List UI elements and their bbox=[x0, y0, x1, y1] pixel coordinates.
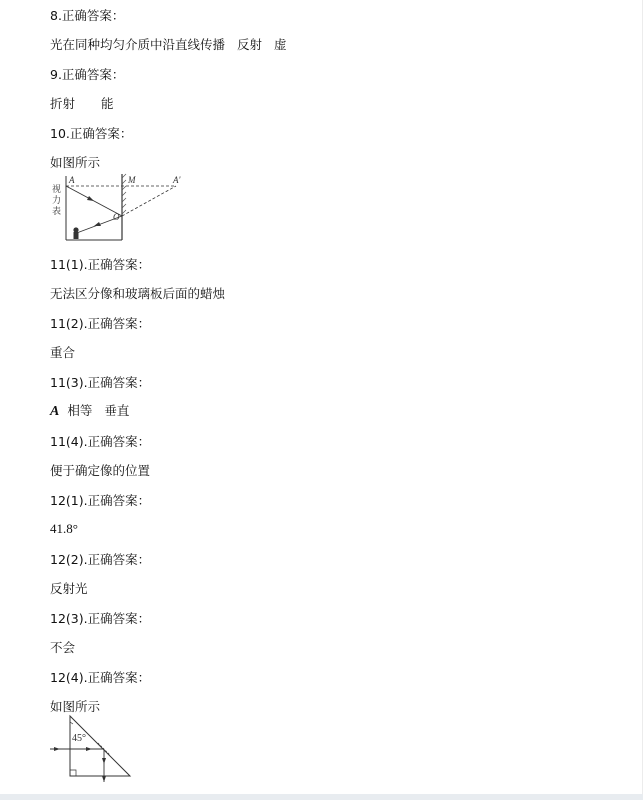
q11-3-answer-3: 垂直 bbox=[104, 403, 130, 418]
q12-4-label: 12(4).正确答案： bbox=[50, 670, 151, 685]
q8-label: 8.正确答案： bbox=[50, 8, 125, 23]
q11-2-label: 11(2).正确答案： bbox=[50, 316, 151, 331]
q8-answer-3: 虚 bbox=[274, 37, 287, 52]
q11-2-answer: 重合 bbox=[50, 345, 76, 360]
q9-answer-1: 折射 bbox=[50, 96, 76, 111]
q12-1-label: 12(1).正确答案： bbox=[50, 493, 151, 508]
q10-answer: 如图所示 bbox=[50, 155, 101, 170]
q9-label: 9.正确答案： bbox=[50, 67, 125, 82]
q12-1-answer: 41.8° bbox=[50, 521, 78, 536]
q12-3-answer: 不会 bbox=[50, 640, 76, 655]
q11-3-answer-1: A bbox=[50, 404, 60, 419]
chart-label-3: 表 bbox=[52, 206, 62, 216]
q12-prism-figure bbox=[48, 714, 138, 784]
chart-label-1: 视 bbox=[52, 184, 62, 194]
q8-answer bbox=[50, 37, 287, 53]
prism-triangle bbox=[70, 716, 130, 776]
chart-label-2: 力 bbox=[52, 195, 62, 205]
label-o: O bbox=[113, 212, 120, 222]
page-bottom-bar bbox=[0, 794, 643, 800]
label-a-prime: A' bbox=[173, 175, 181, 185]
q12-2-answer: 反射光 bbox=[50, 581, 88, 596]
angle-label: 45° bbox=[72, 733, 86, 744]
q12-2-label: 12(2).正确答案： bbox=[50, 552, 151, 567]
q11-1-label: 11(1).正确答案： bbox=[50, 257, 151, 272]
q11-3-label: 11(3).正确答案： bbox=[50, 375, 151, 390]
label-m: M bbox=[128, 175, 136, 185]
q8-answer-1: 光在同种均匀介质中沿直线传播 bbox=[50, 37, 226, 52]
q12-4-answer: 如图所示 bbox=[50, 699, 101, 714]
q11-3-answer bbox=[50, 403, 129, 420]
q12-3-label: 12(3).正确答案： bbox=[50, 611, 151, 626]
label-a: A bbox=[69, 175, 75, 185]
q11-3-answer-2: 相等 bbox=[67, 403, 93, 418]
q8-answer-2: 反射 bbox=[237, 37, 263, 52]
q9-answer-2: 能 bbox=[101, 96, 114, 111]
q9-answer bbox=[50, 96, 114, 112]
q10-label: 10.正确答案： bbox=[50, 126, 133, 141]
q10-mirror-figure bbox=[48, 172, 188, 244]
q11-4-answer: 便于确定像的位置 bbox=[50, 463, 151, 478]
q11-4-label: 11(4).正确答案： bbox=[50, 434, 151, 449]
q11-1-answer: 无法区分像和玻璃板后面的蜡烛 bbox=[50, 286, 226, 301]
